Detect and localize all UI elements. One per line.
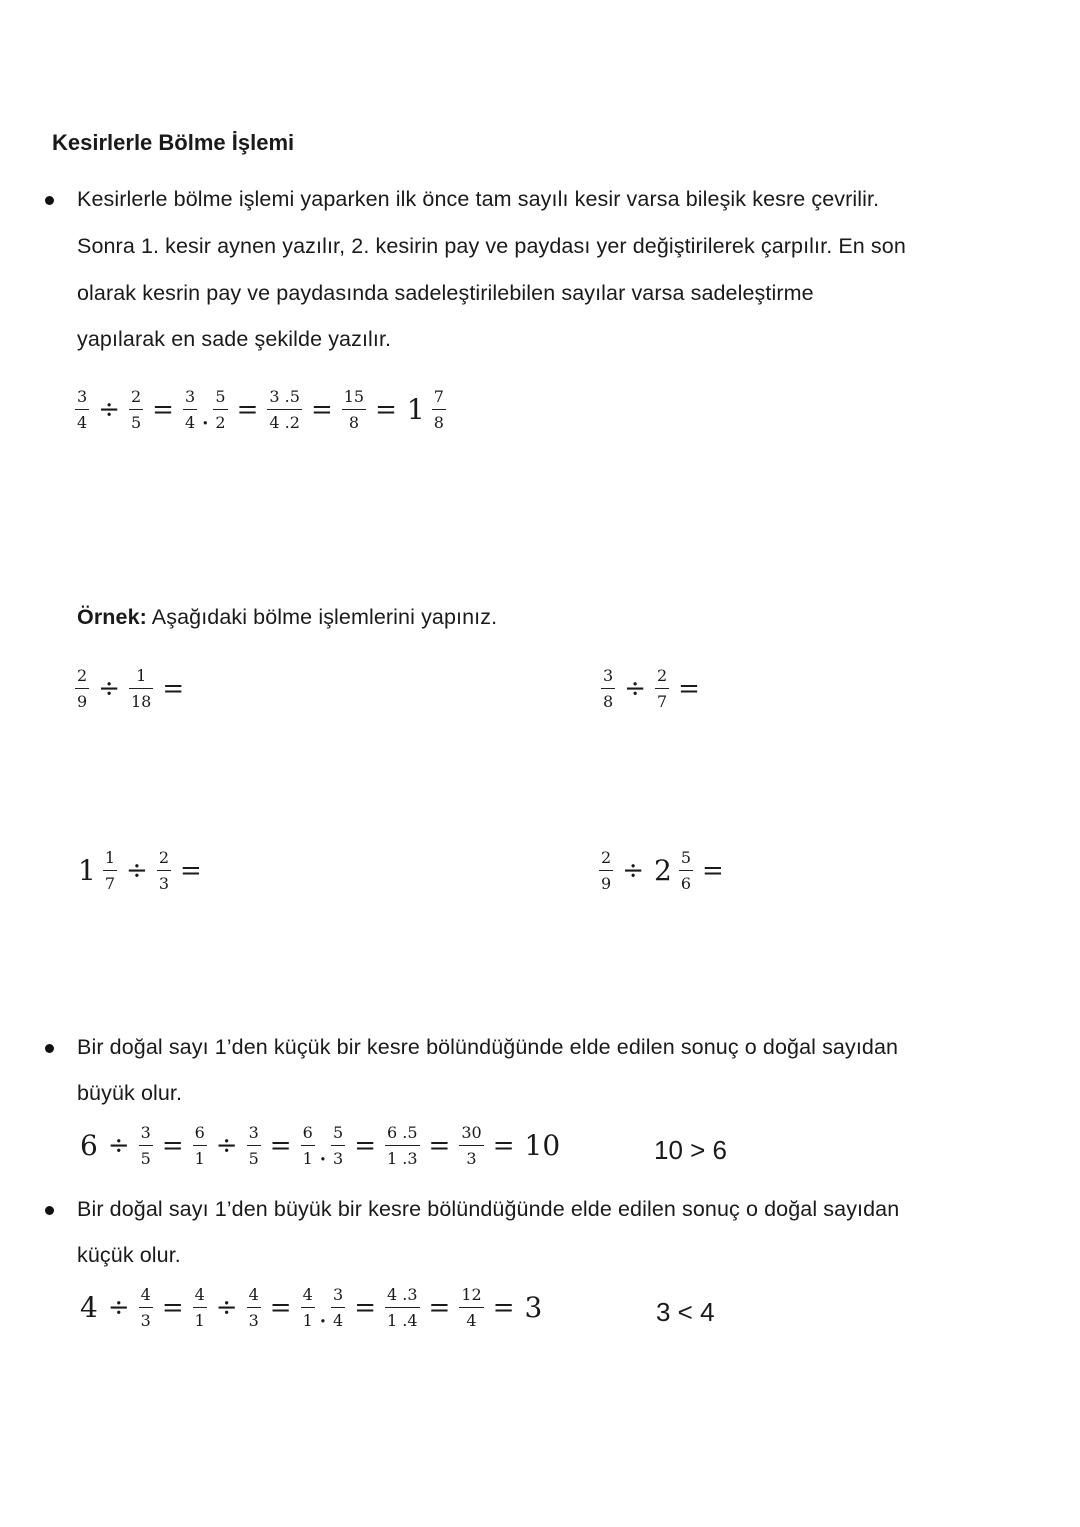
fraction-bar	[103, 870, 117, 871]
denominator: 3	[158, 874, 169, 893]
fraction-bar	[655, 688, 669, 689]
denominator: 3	[248, 1311, 259, 1330]
fraction	[459, 1287, 483, 1329]
rule3-comparison: 3 < 4	[656, 1297, 715, 1327]
fraction	[331, 1125, 345, 1167]
numerator: 2	[77, 666, 88, 685]
fraction	[183, 389, 197, 431]
denominator: 7	[104, 874, 116, 893]
numerator: 1	[136, 666, 147, 685]
numerator: 5	[333, 1123, 344, 1142]
divide-sign: ÷	[126, 856, 148, 886]
fraction	[679, 850, 693, 892]
fraction-bar	[301, 1307, 315, 1308]
fraction-bar	[157, 870, 171, 871]
denominator: 9	[601, 874, 612, 893]
fraction	[75, 389, 89, 431]
fraction	[385, 1287, 420, 1329]
mixed-number	[403, 389, 449, 431]
denominator: 5	[248, 1149, 259, 1168]
whole-number: 2	[653, 854, 672, 887]
denominator: 7	[656, 692, 668, 711]
fraction	[301, 1287, 315, 1329]
exercise-1	[72, 668, 190, 710]
fraction	[129, 668, 153, 710]
fraction	[193, 1125, 207, 1167]
divide-sign: ÷	[107, 1293, 130, 1323]
fraction	[157, 850, 171, 892]
denominator: 1 .4	[387, 1311, 418, 1330]
numerator: 5	[215, 387, 226, 406]
fraction-bar	[601, 688, 615, 689]
numerator: 3	[77, 387, 88, 406]
denominator: 8	[603, 692, 614, 711]
denominator: 4	[333, 1311, 344, 1330]
denominator: 1	[194, 1311, 205, 1330]
denominator: 8	[348, 413, 359, 432]
denominator: 3	[140, 1311, 151, 1330]
rule2-line-1: Bir doğal sayı 1’den küçük bir kesre bölündüğünde elde edilen sonuç o doğal sayıdan	[77, 1035, 899, 1059]
whole-number: 3	[524, 1291, 543, 1324]
numerator: 2	[158, 848, 169, 867]
exercise-2	[598, 668, 706, 710]
denominator: 5	[140, 1149, 151, 1168]
fraction-bar	[183, 409, 197, 410]
equals-sign: =	[428, 1131, 451, 1161]
denominator: 1	[302, 1311, 313, 1330]
denominator: 9	[77, 692, 88, 711]
numerator: 12	[461, 1285, 482, 1304]
whole-number: 1	[78, 854, 96, 887]
fraction-bar	[301, 1145, 315, 1146]
fraction-bar	[459, 1307, 483, 1308]
exercise-4	[596, 850, 730, 892]
numerator: 6 .5	[387, 1123, 418, 1142]
equals-sign: =	[702, 856, 724, 886]
fraction	[459, 1125, 483, 1167]
fraction	[385, 1125, 420, 1167]
example-heading	[77, 605, 497, 630]
divide-sign: ÷	[215, 1131, 238, 1161]
divide-sign: ÷	[98, 395, 120, 425]
numerator: 1	[104, 848, 116, 867]
fraction-bar	[139, 1307, 153, 1308]
numerator: 4	[194, 1285, 205, 1304]
equals-sign: =	[310, 395, 333, 425]
fraction	[599, 850, 613, 892]
fraction	[331, 1287, 345, 1329]
equals-sign: =	[492, 1131, 515, 1161]
denominator: 1	[302, 1149, 313, 1168]
fraction	[213, 389, 227, 431]
multiply-dot: .	[318, 1299, 328, 1329]
divide-sign: ÷	[98, 674, 120, 704]
denominator: 4 .2	[269, 413, 300, 432]
fraction-bar	[213, 409, 227, 410]
fraction-bar	[247, 1307, 261, 1308]
fraction-bar	[331, 1145, 345, 1146]
fraction-bar	[75, 409, 89, 410]
multiply-dot: .	[201, 401, 210, 431]
equals-sign: =	[161, 1131, 184, 1161]
equals-sign: =	[162, 674, 185, 704]
denominator: 3	[333, 1149, 344, 1168]
numerator: 3	[333, 1285, 344, 1304]
fraction-bar	[129, 409, 143, 410]
rule2-comparison: 10 > 6	[654, 1135, 728, 1165]
example-instruction: Aşağıdaki bölme işlemlerini yapınız.	[146, 605, 498, 629]
denominator: 5	[130, 413, 142, 432]
fraction-bar	[331, 1307, 345, 1308]
fraction	[139, 1287, 153, 1329]
denominator: 2	[215, 413, 226, 432]
equals-sign: =	[161, 1293, 184, 1323]
equals-sign: =	[269, 1293, 292, 1323]
fraction	[342, 389, 366, 431]
fraction-bar	[75, 688, 89, 689]
numerator: 15	[343, 387, 365, 406]
rule1-example-equation	[72, 389, 449, 431]
fraction-bar	[129, 688, 153, 689]
fraction-bar	[599, 870, 613, 871]
fraction	[75, 668, 89, 710]
fraction-bar	[385, 1307, 420, 1308]
rule1-line-1: Kesirlerle bölme işlemi yaparken ilk önce tam sayılı kesir varsa bileşik kesre çevrilir.	[77, 187, 880, 211]
fraction-bar	[247, 1145, 261, 1146]
equals-sign: =	[152, 395, 174, 425]
fraction	[247, 1287, 261, 1329]
fraction	[103, 850, 117, 892]
equals-sign: =	[354, 1293, 377, 1323]
equals-sign: =	[354, 1131, 377, 1161]
whole-number: 10	[524, 1129, 561, 1162]
numerator: 2	[130, 387, 142, 406]
denominator: 4	[77, 413, 88, 432]
divide-sign: ÷	[622, 856, 644, 886]
numerator: 3	[140, 1123, 151, 1142]
equals-sign: =	[375, 395, 397, 425]
fraction	[139, 1125, 153, 1167]
numerator: 30	[461, 1123, 482, 1142]
fraction-bar	[193, 1145, 207, 1146]
numerator: 6	[194, 1123, 205, 1142]
numerator: 2	[656, 666, 668, 685]
rule2-example-equation	[76, 1125, 564, 1167]
fraction	[601, 668, 615, 710]
exercise-3	[74, 850, 208, 892]
mixed-number	[650, 850, 696, 892]
numerator: 4	[302, 1285, 313, 1304]
equals-sign: =	[678, 674, 700, 704]
fraction	[301, 1125, 315, 1167]
numerator: 3 .5	[269, 387, 300, 406]
example-label: Örnek:	[77, 605, 147, 629]
numerator: 2	[601, 848, 612, 867]
rule2-line-2: büyük olur.	[77, 1081, 183, 1105]
numerator: 3	[603, 666, 614, 685]
bullet-rule3	[45, 1206, 54, 1215]
rule3-line-1: Bir doğal sayı 1’den büyük bir kesre bölündüğünde elde edilen sonuç o doğal sayıdan	[77, 1197, 900, 1221]
fraction-bar	[432, 409, 446, 410]
denominator: 6	[680, 874, 691, 893]
fraction-bar	[459, 1145, 483, 1146]
fraction-bar	[385, 1145, 420, 1146]
fraction-bar	[342, 409, 366, 410]
whole-number: 4	[80, 1291, 98, 1324]
numerator: 5	[680, 848, 691, 867]
numerator: 4	[248, 1285, 259, 1304]
denominator: 1 .3	[387, 1149, 418, 1168]
numerator: 3	[184, 387, 196, 406]
fraction-bar	[139, 1145, 153, 1146]
equals-sign: =	[492, 1293, 515, 1323]
numerator: 7	[433, 387, 444, 406]
rule3-line-2: küçük olur.	[77, 1243, 181, 1267]
rule1-line-2: Sonra 1. kesir aynen yazılır, 2. kesirin pay ve paydası yer değiştirilerek çarpılır. En son	[77, 234, 906, 258]
divide-sign: ÷	[107, 1131, 130, 1161]
denominator: 18	[130, 692, 152, 711]
bullet-rule1	[45, 196, 54, 205]
rule1-line-3: olarak kesrin pay ve paydasında sadeleştirilebilen sayılar varsa sadeleştirme	[77, 281, 814, 305]
fraction	[129, 389, 143, 431]
denominator: 1	[194, 1149, 205, 1168]
divide-sign: ÷	[624, 674, 646, 704]
fraction	[432, 389, 446, 431]
fraction-bar	[679, 870, 693, 871]
whole-number: 1	[406, 393, 425, 426]
fraction-bar	[267, 409, 302, 410]
divide-sign: ÷	[215, 1293, 238, 1323]
equals-sign: =	[180, 856, 202, 886]
fraction	[655, 668, 669, 710]
denominator: 8	[433, 413, 444, 432]
equals-sign: =	[428, 1293, 451, 1323]
fraction-bar	[193, 1307, 207, 1308]
bullet-rule2	[45, 1044, 54, 1053]
numerator: 4 .3	[387, 1285, 418, 1304]
rule1-line-4: yapılarak en sade şekilde yazılır.	[77, 327, 392, 351]
denominator: 3	[466, 1149, 477, 1168]
numerator: 4	[140, 1285, 151, 1304]
fraction	[193, 1287, 207, 1329]
denominator: 4	[184, 413, 196, 432]
equals-sign: =	[269, 1131, 292, 1161]
rule3-example-equation	[76, 1287, 546, 1329]
equals-sign: =	[236, 395, 259, 425]
denominator: 4	[466, 1311, 477, 1330]
numerator: 3	[248, 1123, 259, 1142]
fraction	[247, 1125, 261, 1167]
whole-number: 6	[80, 1129, 98, 1162]
numerator: 6	[302, 1123, 313, 1142]
fraction	[267, 389, 302, 431]
multiply-dot: .	[318, 1137, 328, 1167]
mixed-number	[74, 850, 120, 892]
page-title: Kesirlerle Bölme İşlemi	[52, 130, 295, 155]
